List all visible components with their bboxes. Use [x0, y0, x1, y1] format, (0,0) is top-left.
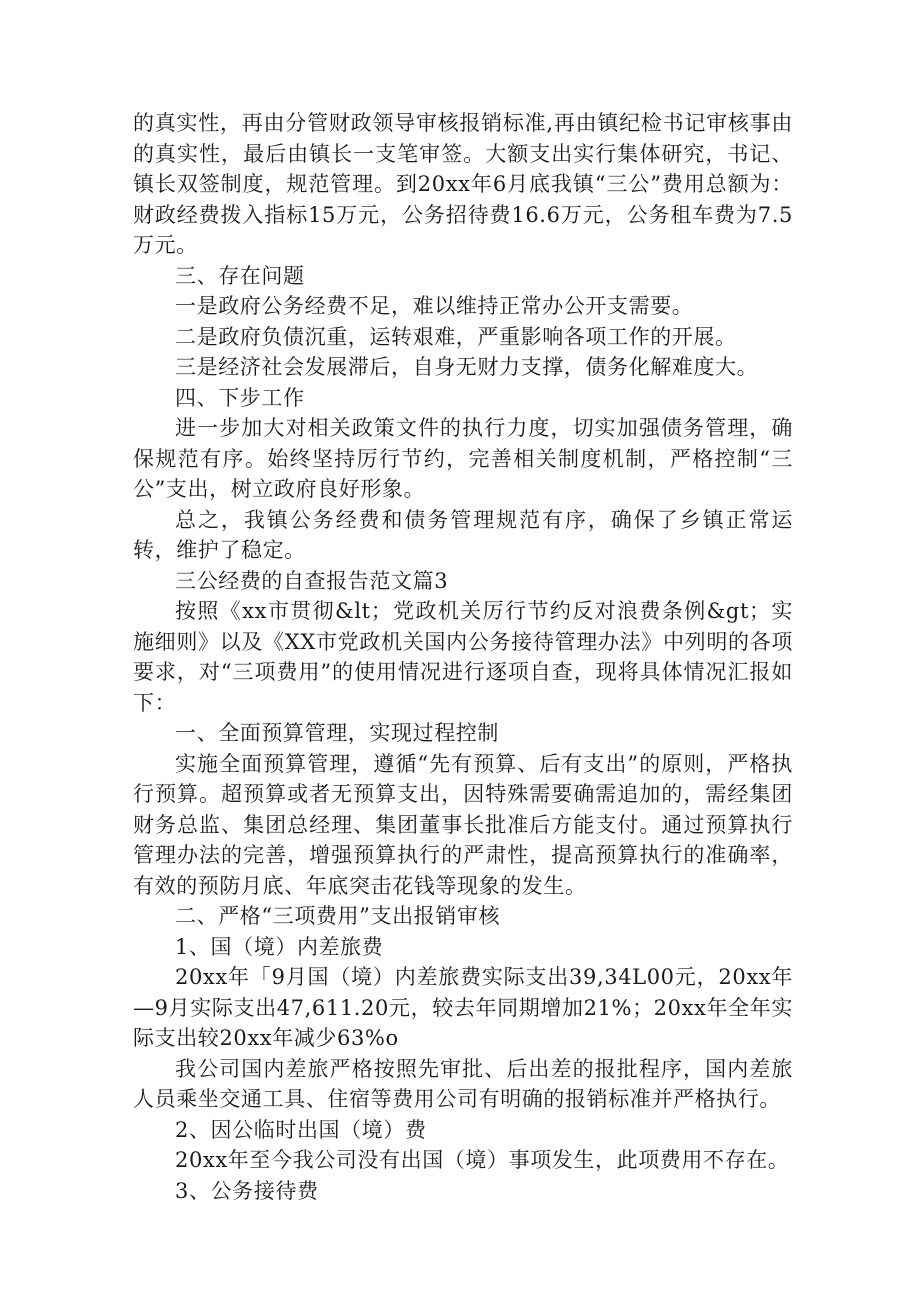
paragraph-problem-1: 一是政府公务经费不足，难以维持正常办公开支需要。	[175, 294, 694, 318]
paragraph-continuation: 的真实性，再由分管财政领导审核报销标准,再由镇纪检书记审核事由的真实性，最后由镇长一支笔审签。大额支出实行集体研究，书记、镇长双签制度，规范管理。到20xx年6月底我镇“三公”费用总额为：财政经费拨入指标15万元，公务招待费16.6万元，公务租车费为7.5万元。	[133, 111, 793, 257]
paragraph-next-steps: 进一步加大对相关政策文件的执行力度，切实加强债务管理，确保规范有序。始终坚持厉行节约，完善相关制度机制，严格控制“三公”支出，树立政府良好形象。	[133, 416, 793, 501]
paragraph-abroad: 20xx年至今我公司没有出国（境）事项发生，此项费用不存在。	[175, 1148, 790, 1172]
section-heading-next-steps: 四、下步工作	[175, 385, 305, 410]
subheading-abroad: 2、因公临时出国（境）费	[175, 1117, 427, 1142]
paragraph-budget: 实施全面预算管理，遵循“先有预算、后有支出”的原则，严格执行预算。超预算或者无预算支出，因特殊需要确需追加的，需经集团财务总监、集团总经理、集团董事长批准后方能支付。通过预算执行管理办法的完善，增强预算执行的严肃性，提高预算执行的准确率，有效的预防月底、年底突击花钱等现象的发生。	[133, 751, 793, 898]
paragraph-travel-figures: 20xx年「9月国（境）内差旅费实际支出39,34L00元，20xx年—9月实际支出47,611.20元，较去年同期增加21%；20xx年全年实际支出较20xx年减少63%o	[133, 965, 793, 1050]
section-heading-budget: 一、全面预算管理，实现过程控制	[175, 721, 499, 745]
subheading-reception: 3、公务接待费	[175, 1178, 319, 1203]
paragraph-problem-2: 二是政府负债沉重，运转艰难，严重影响各项工作的开展。	[175, 324, 737, 349]
paragraph-summary: 总之，我镇公务经费和债务管理规范有序，确保了乡镇正常运转，维护了稳定。	[133, 507, 793, 562]
paragraph-intro: 按照《xx市贯彻&lt；党政机关厉行节约反对浪费条例&gt；实施细则》以及《XX市党政机关国内公务接待管理办法》中列明的各项要求，对“三项费用”的使用情况进行逐项自查，现将具体情况汇报如下：	[133, 599, 793, 715]
paragraph-travel-policy: 我公司国内差旅严格按照先审批、后出差的报批程序，国内差旅人员乘坐交通工具、住宿等费用公司有明确的报销标准并严格执行。	[133, 1056, 793, 1111]
subheading-travel: 1、国（境）内差旅费	[175, 934, 384, 959]
document-body	[133, 108, 793, 1206]
paragraph-problem-3: 三是经济社会发展滞后，自身无财力支撑，债务化解难度大。	[175, 355, 759, 379]
section-heading-problems: 三、存在问题	[175, 263, 305, 288]
article-title: 三公经费的自查报告范文篇3	[175, 568, 449, 593]
section-heading-expense-review: 二、严格“三项费用”支出报销审核	[175, 904, 501, 928]
